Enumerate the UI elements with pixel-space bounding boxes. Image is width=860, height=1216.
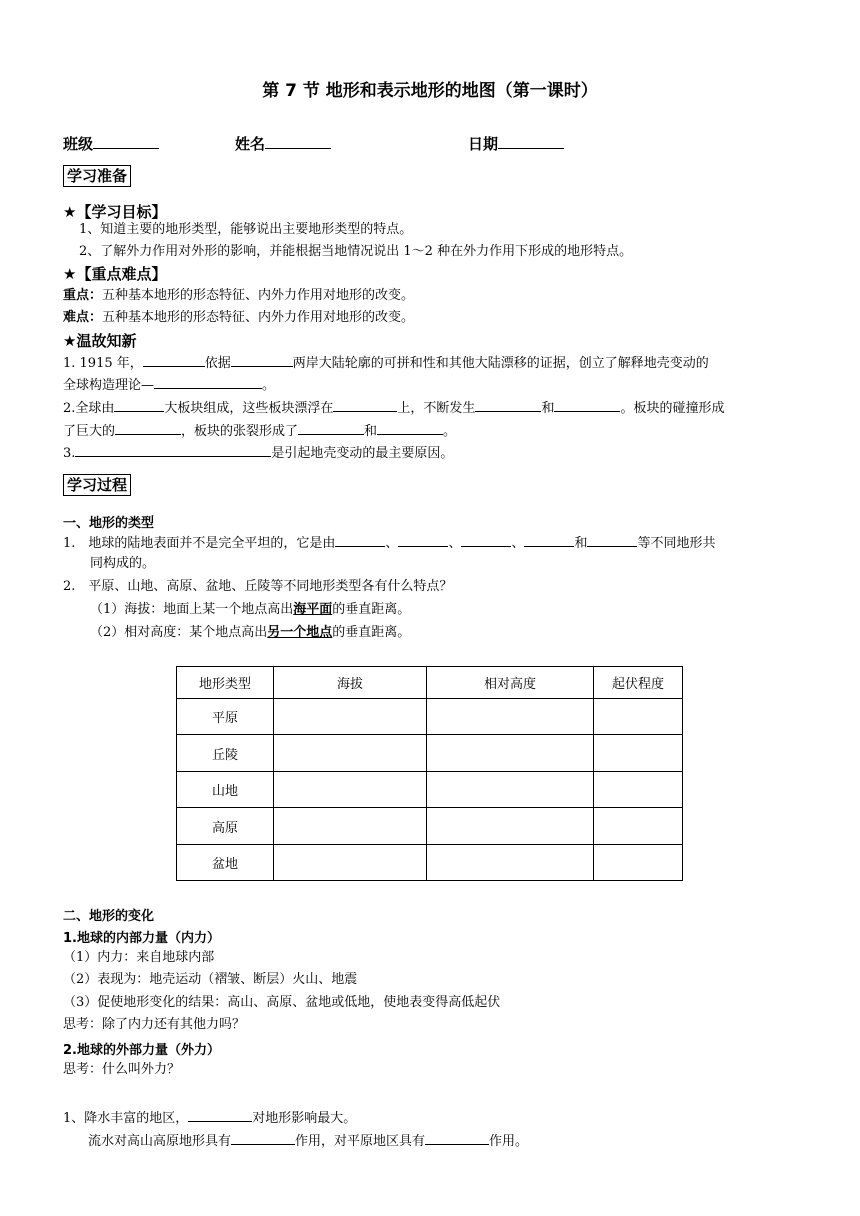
review-text: 。	[443, 424, 457, 439]
blank[interactable]	[298, 421, 364, 435]
process-box: 学习过程	[63, 474, 131, 496]
table-cell[interactable]	[594, 699, 683, 735]
table-row	[177, 735, 683, 772]
blank[interactable]	[231, 1131, 295, 1145]
key-label: 重点：	[63, 288, 103, 303]
review-text: 了巨大的	[63, 424, 116, 439]
section-1-heading: 一、地形的类型	[63, 516, 155, 531]
review-text: 2.全球由	[63, 401, 115, 416]
landform-name: 山地	[177, 772, 274, 808]
diff-label: 难点：	[63, 310, 103, 325]
landform-name: 丘陵	[177, 735, 274, 772]
review-text: ，板块的张裂形成了	[181, 424, 299, 439]
separator: 和	[574, 536, 588, 551]
class-label: 班级	[63, 135, 94, 153]
table-cell[interactable]	[274, 772, 427, 808]
table-row	[177, 772, 683, 808]
question-text: 作用。	[489, 1134, 529, 1149]
table-cell[interactable]	[594, 845, 683, 881]
blank[interactable]	[425, 1131, 489, 1145]
key-heading: ★【重点难点】	[63, 265, 167, 283]
date-blank[interactable]	[498, 133, 564, 149]
table-cell[interactable]	[427, 808, 594, 845]
blank[interactable]	[114, 398, 164, 412]
review-text: 和	[364, 424, 378, 439]
blank[interactable]	[231, 353, 293, 367]
table-cell[interactable]	[594, 808, 683, 845]
table-cell[interactable]	[274, 808, 427, 845]
table-cell[interactable]	[427, 772, 594, 808]
blank[interactable]	[188, 1108, 252, 1122]
review-text: 两岸大陆轮廓的可拼和性和其他大陆漂移的证据，创立了解释地壳变动的	[292, 356, 709, 371]
goal-1: 1、知道主要的地形类型，能够说出主要地形类型的特点。	[79, 222, 413, 237]
class-blank[interactable]	[93, 133, 159, 149]
landform-table	[176, 666, 683, 881]
question-text: 平原、山地、高原、盆地、丘陵等不同地形类型各有什么特点？	[88, 579, 453, 594]
table-header-row	[177, 667, 683, 699]
table-cell[interactable]	[274, 735, 427, 772]
blank[interactable]	[75, 443, 271, 457]
section-2-heading: 二、地形的变化	[63, 909, 155, 924]
inner-force-heading: 1.地球的内部力量（内力）	[63, 931, 220, 946]
blank[interactable]	[115, 421, 181, 435]
process-q1-line1	[63, 533, 716, 553]
blank[interactable]	[475, 398, 541, 412]
review-q1-line2	[63, 375, 275, 395]
table-header-cell: 起伏程度	[594, 667, 683, 699]
definition-text: 的垂直距离。	[332, 625, 411, 640]
process-q2	[63, 578, 452, 596]
definition-altitude	[90, 601, 410, 619]
landform-name: 高原	[177, 808, 274, 845]
question-text: 地球的陆地表面并不是完全平坦的，它是由	[88, 536, 336, 551]
inner-force-1: （1）内力：来自地球内部	[63, 950, 215, 965]
diff-text: 五种基本地形的形态特征、内外力作用对地形的改变。	[102, 310, 415, 325]
question-text: 对地形影响最大。	[252, 1111, 357, 1126]
question-number: 2.	[63, 579, 76, 594]
table-cell[interactable]	[274, 699, 427, 735]
question-text: 1、降水丰富的地区，	[63, 1111, 189, 1126]
blank[interactable]	[143, 353, 205, 367]
question-number: 1.	[63, 536, 76, 551]
goals-heading: ★【学习目标】	[63, 203, 167, 221]
blank[interactable]	[524, 533, 574, 547]
key-line	[63, 287, 414, 305]
outer-q2	[88, 1131, 528, 1151]
separator: 、	[448, 536, 462, 551]
blank[interactable]	[154, 375, 262, 389]
definition-relative-height	[90, 624, 410, 642]
definition-text: （2）相对高度：某个地点高出	[90, 625, 268, 640]
date-label: 日期	[468, 135, 499, 153]
separator: 、	[511, 536, 525, 551]
think-1: 思考：除了内力还有其他力吗？	[63, 1017, 246, 1032]
table-cell[interactable]	[427, 699, 594, 735]
review-q2-line2	[63, 421, 456, 441]
think-2: 思考：什么叫外力？	[63, 1062, 181, 1077]
table-row	[177, 699, 683, 735]
blank[interactable]	[398, 533, 448, 547]
page-title: 第 7 节 地形和表示地形的地图（第一课时）	[262, 81, 598, 101]
table-cell[interactable]	[427, 845, 594, 881]
review-text: 和	[541, 401, 555, 416]
definition-text: 的垂直距离。	[332, 602, 411, 617]
table-cell[interactable]	[594, 735, 683, 772]
table-cell[interactable]	[427, 735, 594, 772]
question-text: 流水对高山高原地形具有	[88, 1134, 232, 1149]
goal-2: 2、了解外力作用对外形的影响，并能根据当地情况说出 1～2 种在外力作用下形成的地形特点。	[79, 244, 633, 259]
definition-text: （1）海拔：地面上某一个地点高出	[90, 602, 294, 617]
class-field[interactable]	[63, 133, 159, 154]
inner-force-3: （3）促使地形变化的结果：高山、高原、盆地或低地，使地表变得高低起伏	[63, 995, 501, 1010]
review-heading: ★温故知新	[63, 332, 137, 350]
question-text: 作用，对平原地区具有	[295, 1134, 426, 1149]
review-text: 全球构造理论—	[63, 378, 155, 393]
name-label: 姓名	[235, 135, 266, 153]
outer-q1	[63, 1108, 356, 1128]
emphasis-text: 海平面	[293, 602, 333, 617]
review-text: 。板块的碰撞形成	[620, 401, 725, 416]
emphasis-text: 另一个地点	[267, 625, 333, 640]
separator: 、	[385, 536, 399, 551]
review-q2-line1	[63, 398, 724, 418]
review-text: 1. 1915 年，	[63, 356, 143, 371]
review-text: 。	[262, 378, 276, 393]
blank[interactable]	[377, 421, 443, 435]
review-text: 是引起地壳变动的最主要原因。	[271, 446, 454, 461]
diff-line	[63, 309, 414, 327]
name-field[interactable]	[235, 133, 331, 154]
inner-force-2: （2）表现为：地壳运动（褶皱、断层）火山、地震	[63, 972, 358, 987]
blank[interactable]	[333, 398, 397, 412]
outer-force-heading: 2.地球的外部力量（外力）	[63, 1043, 220, 1058]
blank[interactable]	[554, 398, 620, 412]
process-q1-line2: 同构成的。	[90, 556, 156, 571]
table-row	[177, 845, 683, 881]
landform-name: 平原	[177, 699, 274, 735]
blank[interactable]	[335, 533, 385, 547]
review-text: 依据	[204, 356, 231, 371]
name-blank[interactable]	[265, 133, 331, 149]
table-cell[interactable]	[274, 845, 427, 881]
question-text: 等不同地形共	[637, 536, 716, 551]
blank[interactable]	[461, 533, 511, 547]
table-header-cell: 海拔	[274, 667, 427, 699]
table-header-cell: 地形类型	[177, 667, 274, 699]
table-cell[interactable]	[594, 772, 683, 808]
table-header-cell: 相对高度	[427, 667, 594, 699]
review-q1-line1	[63, 353, 709, 373]
prep-box: 学习准备	[63, 165, 131, 187]
table-row	[177, 808, 683, 845]
date-field[interactable]	[468, 133, 564, 154]
review-q3	[63, 443, 453, 463]
blank[interactable]	[587, 533, 637, 547]
key-text: 五种基本地形的形态特征、内外力作用对地形的改变。	[102, 288, 415, 303]
landform-name: 盆地	[177, 845, 274, 881]
review-text: 大板块组成，这些板块漂浮在	[164, 401, 334, 416]
review-text: 上，不断发生	[397, 401, 476, 416]
review-text: 3.	[63, 446, 76, 461]
